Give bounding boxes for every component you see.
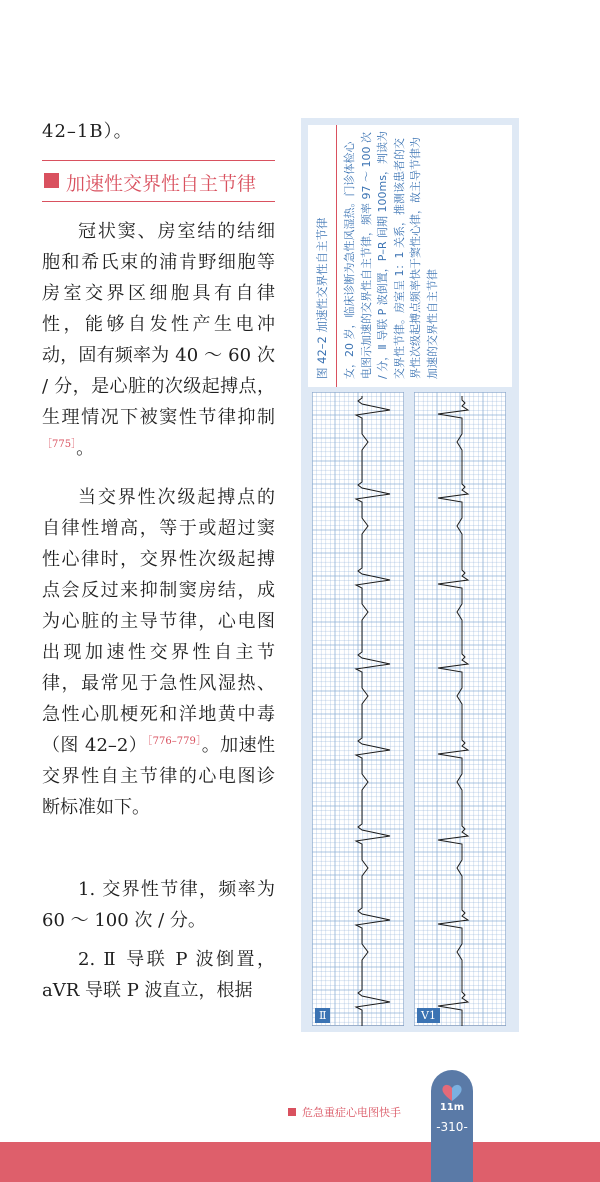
- book-title: [288, 1104, 401, 1120]
- lead-label-v1: V1: [417, 1008, 440, 1023]
- paragraph-1-end: 。: [76, 438, 95, 459]
- lead-label-ii: Ⅱ: [315, 1008, 330, 1023]
- paragraph-1-text: 冠状窦、房室结的结细胞和希氏束的浦肯野细胞等房室交界区细胞具有自律性，能够自发性产生电冲动，固有频率为 40 ～ 60 次 / 分，是心脏的次级起搏点，生理情况下被窦性节律抑制: [42, 221, 275, 428]
- continued-text: 42–1B）。: [42, 121, 133, 142]
- criterion-1: 1. 交界性节律，频率为 60 ～ 100 次 / 分。: [42, 879, 275, 931]
- criterion-2: 2. Ⅱ 导联 P 波倒置，aVR 导联 P 波直立，根据: [42, 949, 275, 1001]
- caption-divider: [336, 125, 337, 387]
- ecg-strip-lead-v1: [414, 392, 506, 1026]
- section-heading: [42, 160, 275, 202]
- citation-776-779[interactable]: ［776–779］: [147, 736, 202, 747]
- paragraph-2-text: 当交界性次级起搏点的自律性增高，等于或超过窦性心律时，交界性次级起搏点会反过来抑制窦房结，成为心脏的主导节律，心电图出现加速性交界性自主节律，最常见于急性风湿热、急性心肌梗死和洋地黄中毒（图 42–2）: [42, 487, 275, 756]
- ecg-strip-lead-ii: [312, 392, 404, 1026]
- figure-title: 图 42–2 加速性交界性自主节律: [315, 217, 329, 379]
- heading-square-icon: [44, 173, 59, 188]
- paragraph-2-end: 。加速性交界性自主节律的心电图诊断标准如下。: [42, 735, 275, 818]
- ecg-grid-lead-ii: [312, 392, 404, 1026]
- footer-bar: [0, 1142, 600, 1182]
- badge-11m: 11m: [439, 1102, 465, 1113]
- ecg-grid-lead-v1: [414, 392, 506, 1026]
- heart-logo-icon: [440, 1083, 464, 1103]
- citation-775[interactable]: ［775］: [42, 439, 77, 450]
- figure-caption-panel: [308, 125, 512, 387]
- book-title-text: 危急重症心电图快手: [302, 1106, 401, 1119]
- section-heading-text: 加速性交界性自主节律: [66, 173, 257, 195]
- page-number: -310-: [436, 1120, 468, 1134]
- figure-caption: 女，20 岁，临床诊断为急性风湿热。门诊体检心电图示加速的交界性自主节律，频率 97 ～ 100 次 / 分，Ⅱ 导联 P 波倒置，P–R 间期 100ms，判读为交界性节律。房室呈 1：1 关系，推测该患者的交界性次级起搏点频率快于窦性心律，故主导节律为加速的交界性自主节律: [343, 131, 439, 379]
- paragraph-1: [42, 216, 275, 464]
- paragraph-2: [42, 482, 275, 823]
- footer-square-icon: [288, 1108, 296, 1116]
- ecg-figure: [301, 118, 519, 1032]
